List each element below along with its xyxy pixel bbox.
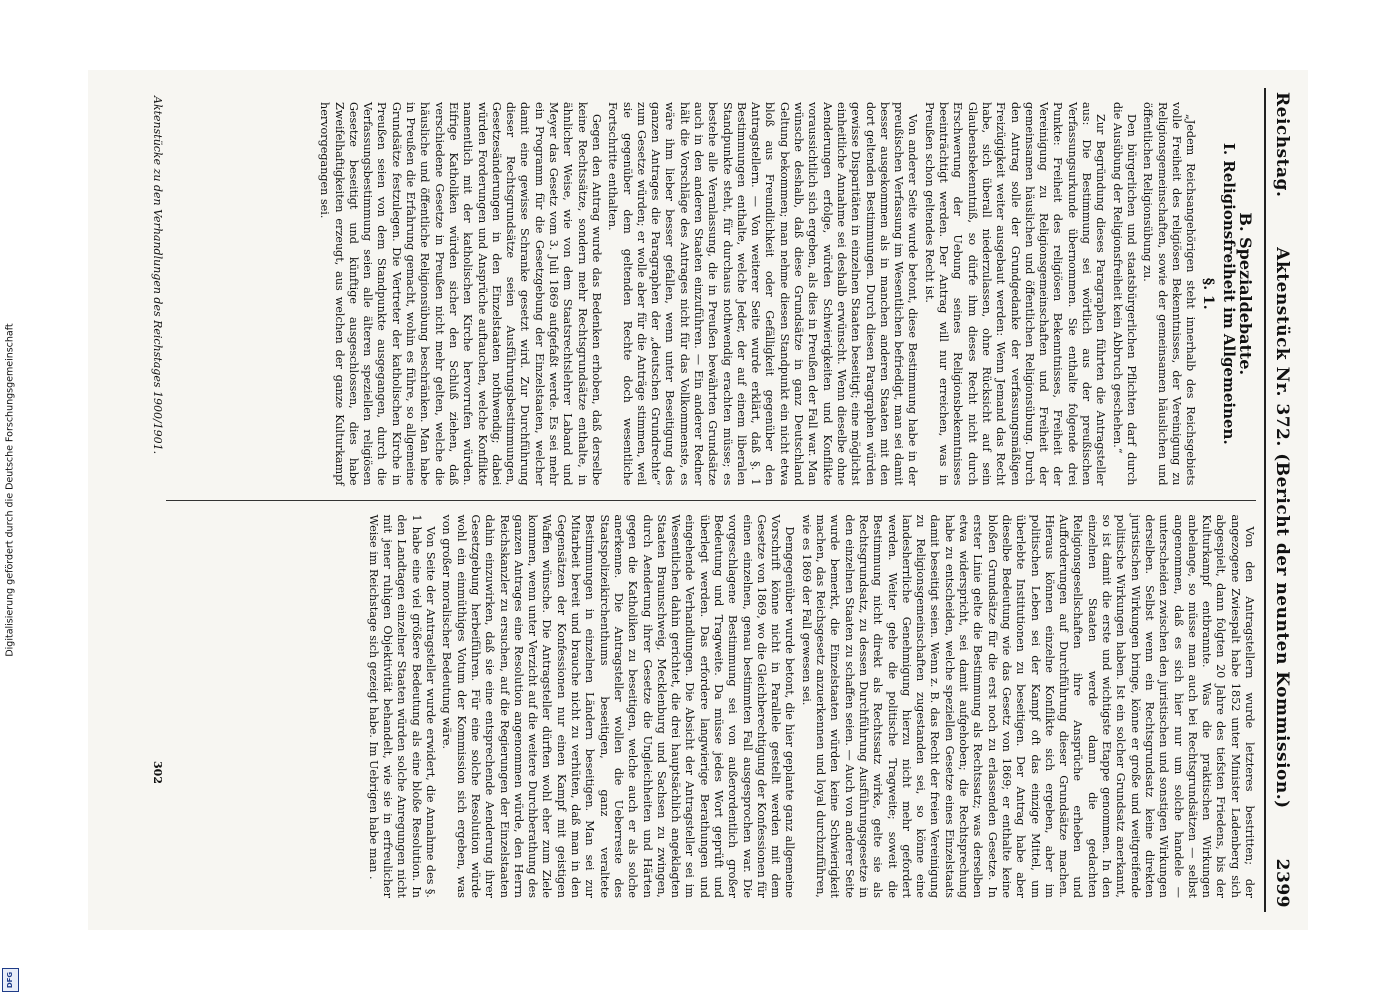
page-header: [1264, 88, 1294, 912]
footer-page-number: 302: [150, 761, 164, 784]
digitization-strip: [0, 0, 20, 1000]
header-page-number: 2399: [1271, 858, 1292, 908]
left-column: [166, 88, 1256, 500]
header-title-main: Aktenstück Nr. 372.: [1271, 247, 1292, 447]
scanned-page: [60, 50, 1335, 950]
left-paragraph: Von anderer Seite wurde betont, diese Bestimmung habe in der preußischen Verfassung im Wesentlichen befriedigt, man sei damit besser ausgekommen als in manchen anderen Staaten mit den dort geltenden Bestimmungen. Durch diesen Paragraphen würden gewisse Disparitäten in einzelnen Staaten beseitigt; eine möglichst einheitliche Annahme sei deshalb erwünscht. Wenn dieselbe ohne Aenderungen erfolge, würden Schwierigkeiten und Konflikte voraussichtlich sich ergeben, als dies in Preußen der Fall war. Man wünsche deshalb, daß diese Grundsätze in ganz Deutschland Geltung bekommen; man nehme diesen Standpunkt ein nicht etwa bloß aus Freundlichkeit oder Gefälligkeit gegenüber den Antragstellern. — Von weiterer Seite wurde erklärt, daß §. 1 Bestimmungen enthalte, welche Jeder, der auf einem liberalen Standpunkte steht, für durchaus nothwendig erachten müsse; es bestehe alle Veranlassung, die in Preußen bewährten Grundsätze auch in den anderen Staaten einzuführen. — Ein anderer Redner hält die Vorschläge des Antrages nicht für das Vollkommenste, es wäre ihm lieber besser gefallen, wenn unter Beseitigung des ganzen Antrages die Paragraphen der „deutschen Grundrechte“ zum Gesetze würden; er wolle aber für die Anträge stimmen, weil sie gegenüber dem geltenden Rechte doch wesentliche Fortschritte enthalten.: [605, 102, 919, 486]
text-columns: [166, 88, 1256, 912]
left-paragraph: Den bürgerlichen und staatsbürgerlichen Pflichten darf durch die Ausübung der Religionsfreiheit kein Abbruch geschehen.“: [1110, 102, 1138, 486]
right-paragraph: Von Seite der Antragsteller wurde erwidert, die Annahme des §. 1 habe eine viel größere Bedeutung als eine bloße Resolution. In den Landtagen einzelner Staaten würden solche Anregungen nicht mit jener ruhigen Objektivität behandelt, wie sie in erfreulicher Weise im Reichstage sich gezeigt habe. Im Uebrigen habe man .: [366, 514, 437, 898]
section-heading: B. Spezialdebatte.: [1235, 212, 1255, 376]
page-content: [88, 70, 1308, 930]
page-footer: [151, 88, 166, 912]
left-paragraph: Zur Begründung dieses Paragraphen führten die Antragsteller aus: Die Bestimmung sei wörtlich aus der preußischen Verfassungsurkunde übernommen. Sie enthalte folgende drei Punkte: Freiheit des religiösen Bekenntnisses, Freiheit der Vereinigung zu Religionsgemeinschaften und Freiheit der gemeinsamen häuslichen und öffentlichen Religionsübung. Durch den Antrag solle der Grundgedanke der verfassungsmäßigen Freizügigkeit weiter ausgebaut werden: Wenn Jemand das Recht habe, sich überall niederzulassen, ohne Rücksicht auf sein Glaubensbekenntniß, so dürfe ihm dieses Recht nicht durch Erschwerung der Uebung seines Religionsbekenntnisses beeinträchtigt werden. Der Antrag will nur erreichen, was in Preußen schon geltendes Recht ist.: [922, 102, 1107, 486]
dfg-logo: [2, 968, 19, 992]
header-subtitle: (Bericht der neunten Kommission.): [1271, 453, 1292, 809]
left-paragraph: Gegen den Antrag wurde das Bedenken erhoben, daß derselbe keine Rechtssätze, sondern mehr Rechtsgrundsätze enthalte, in ähnlicher Weise, wie von dem Staatsrechtslehrer Laband und Meyer das Gesetz vom 3. Juli 1869 aufgefaßt werde. Es sei mehr ein Programm für die Gesetzgebung der Einzelstaaten, welcher damit eine gewisse Schranke gesetzt wird. Zur Durchführung dieser Rechtsgrundsätze seien Ausführungsbestimmungen, Gesetzesänderungen in den Einzelstaaten nothwendig; dabei würden Forderungen und Ansprüche auftauchen, welche Konflikte namentlich mit der katholischen Kirche hervorrufen würden. Eifrige Katholiken würden sicher den Schluß ziehen, daß verschiedene Gesetze in Preußen nicht mehr gelten, welche die häusliche und öffentliche Religionsübung beschränken. Man habe in Preußen die Erfahrung gemacht, wohin es führe, so allgemeine Grundsätze festzulegen. Die Vertreter der katholischen Kirche in Preußen seien von dem Standpunkte ausgegangen, durch die Verfassungsbestimmung seien alle älteren speziellen religiösen Gesetze beseitigt und künftige ausgeschlossen, dies habe Zweifelhaftigkeiten erzeugt, aus welchen der ganze Kulturkampf hervorgegangen sei.: [317, 102, 603, 486]
credit-wrap: [1, 20, 19, 960]
header-title: [1272, 197, 1292, 858]
funding-credit: Digitalisierung gefördert durch die Deutsche Forschungsgemeinschaft: [4, 323, 16, 657]
subsection-heading: I. Religionsfreiheit im Allgemeinen.: [1219, 142, 1238, 445]
right-paragraphs: [365, 515, 1255, 899]
left-paragraph: „Jedem Reichsangehörigen steht innerhalb des Reichsgebiets volle Freiheit des religiösen Bekenntnisses, der Vereinigung zu Religionsgemeinschaften, sowie der gemeinsamen häuslichen und öffentlichen Religionsübung zu.: [1140, 102, 1197, 486]
dfg-logo-text: DFG: [6, 971, 15, 989]
right-paragraph: Von den Antragstellern wurde letzteres bestritten; der angezogene Zwiespalt habe 1852 unter Minister Ladenberg sich abgespielt, dann folgten 20 Jahre des tiefsten Friedens, bis der Kulturkampf entbrannte. Was die praktischen Wirkungen anbelange, so müsse man auch bei Rechtsgrundsätzen — selbst angenommen, daß es sich hier nur um solche handele — unterscheiden zwischen den juristischen und sonstigen Wirkungen derselben. Selbst wenn ein Rechtsgrundsatz keine direkten juristischen Wirkungen bringe, könne er große und weitgreifende politische Wirkungen haben. Ist ein solcher Grundsatz anerkannt, so ist damit die erste und wichtigste Etappe genommen. In den einzelnen Staaten werde dann die gedachten Religionsgesellschaften ihre Ansprüche erheben und Aufforderungen auf Durchführung dieser Grundsätze machen. Hieraus können einzelne Konflikte sich ergeben, aber im politischen Leben sei der Kampf oft das einzige Mittel, um überlebte Institutionen zu beseitigen. Der Antrag habe aber dieselbe Bedeutung wie das Gesetz von 1869; er enthalte keine bloßen Grundsätze für die erst noch zu erlassenden Gesetze. In erster Linie gelte die Bestimmung als Rechtssatz; was derselben etwa widerspricht, sei damit aufgehoben; die Rechtsprechung habe zu entscheiden, welche speziellen Gesetze eines Einzelstaats damit beseitigt seien. Wenn z. B. das Recht der freien Vereinigung zu Religionsgemeinschaften zugestanden sei, so könne eine landesherrliche Genehmigung hierzu nicht mehr gefordert werden. Weiter gehe die politische Tragweite; soweit die Bestimmung nicht direkt als Rechtssatz wirke, gelte sie als Rechtsgrundsatz, zu dessen Durchführung Ausführungsgesetze in den einzelnen Staaten zu schaffen seien. — Auch von anderer Seite wurde bemerkt, die Einzelstaaten würden keine Schwierigkeit machen, das Reichsgesetz anzuerkennen und loyal durchzuführen, wie es 1869 der Fall gewesen sei.: [799, 514, 1256, 898]
right-column: [166, 501, 1256, 913]
left-paragraphs: [317, 102, 1197, 486]
footer-source: Aktenstücke zu den Verhandlungen des Reichstages 1900/1901.: [150, 96, 164, 455]
header-left: Reichstag.: [1271, 92, 1292, 198]
paragraph-mark: §. 1.: [1199, 277, 1216, 310]
right-paragraph: Demgegenüber wurde betont, die hier geplante ganz allgemeine Vorschrift könne nicht in Parallele gestellt werden mit dem Gesetze von 1869, wo die Gleichberechtigung der Konfessionen für einen einzelnen, genau bestimmten Fall ausgesprochen war. Die vorgeschlagene Bestimmung sei von außerordentlich großer Bedeutung und Tragweite. Da müsse jedes Wort geprüft und überlegt werden. Das erfordere langwierige Berathungen und eingehende Verhandlungen. Die Absicht der Antragsteller sei im Wesentlichen dahin gerichtet, die drei hauptsächlich angeklagten Staaten Braunschweig, Mecklenburg und Sachsen zu zwingen, durch Aenderung ihrer Gesetze die Ungleichheiten und Härten gegen die Katholiken zu beseitigen, welche auch er als solche anerkenne. Die Antragsteller wollen die Ueberreste des Staatspolizeikirchenthums beseitigen, ganz veraltete Bestimmungen in einzelnen Ländern beseitigen. Man sei zur Mitarbeit bereit und brauche nicht zu verhüten, daß man in den Gegensätzen der Konfessionen nur einen Kampf mit geistigen Waffen wünsche. Die Antragsteller dürften wohl eher zum Ziele kommen, wenn unter Verzicht auf die weitere Durchberathung des ganzen Antrages eine Resolution angenommen würde, den Herrn Reichskanzler zu ersuchen, auf die Regierungen der Einzelstaaten dahin einzuwirken, daß sie eine entsprechende Aenderung ihrer Gesetzgebung herbeiführen. Für eine solche Resolution würde wohl ein einmüthiges Votum der Kommission sich ergeben, was von großer moralischer Bedeutung wäre.: [439, 514, 796, 898]
